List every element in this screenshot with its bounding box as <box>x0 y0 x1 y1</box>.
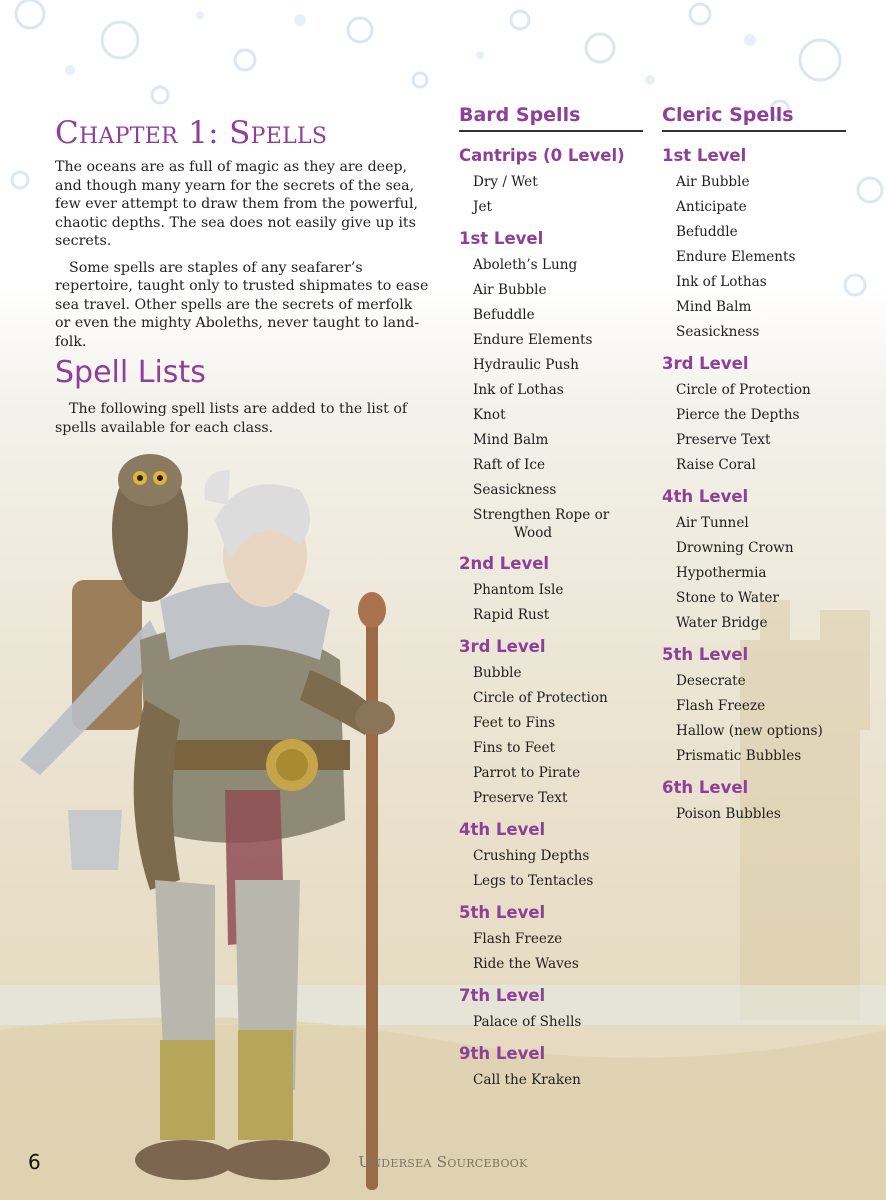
spell-item: Seasickness <box>473 482 557 498</box>
cleric-level-heading: 6th Level <box>662 778 749 797</box>
bard-level-heading: 4th Level <box>459 820 546 839</box>
spell-item: Flash Freeze <box>676 698 766 714</box>
spell-item: Stone to Water <box>676 590 779 606</box>
spell-item: Seasickness <box>676 324 760 340</box>
spell-item: Fins to Feet <box>473 740 556 756</box>
spell-item: Endure Elements <box>676 249 796 265</box>
cleric-level-4-list <box>662 511 846 636</box>
cleric-level-heading: 4th Level <box>662 487 749 506</box>
spell-item: Jet <box>473 199 492 215</box>
spell-item: Endure Elements <box>473 332 593 348</box>
spell-item: Poison Bubbles <box>676 806 781 822</box>
spell-item: Water Bridge <box>676 615 768 631</box>
spell-item: Preserve Text <box>473 790 568 806</box>
spell-item: Prismatic Bubbles <box>676 748 802 764</box>
bard-level-heading: 5th Level <box>459 903 546 922</box>
spell-item: Strengthen Rope or Wood <box>473 507 610 541</box>
bard-level-9-list <box>459 1068 643 1093</box>
bard-spells-header: Bard Spells <box>459 104 643 132</box>
spell-item: Air Tunnel <box>676 515 749 531</box>
spell-item: Aboleth’s Lung <box>473 257 578 273</box>
bard-level-heading: 1st Level <box>459 229 544 248</box>
spell-item: Befuddle <box>473 307 535 323</box>
bard-level-3-list <box>459 661 643 811</box>
bard-level-7-list <box>459 1010 643 1035</box>
bard-level-heading: 3rd Level <box>459 637 546 656</box>
spell-item: Befuddle <box>676 224 738 240</box>
spell-item: Raise Coral <box>676 457 756 473</box>
bard-level-heading: 9th Level <box>459 1044 546 1063</box>
spell-item: Hallow (new options) <box>676 723 823 739</box>
cleric-level-1-list <box>662 170 846 345</box>
cleric-level-5-list <box>662 669 846 769</box>
section-title: Spell Lists <box>55 355 206 390</box>
spell-item: Parrot to Pirate <box>473 765 581 781</box>
chapter-intro <box>55 158 430 359</box>
spell-item: Air Bubble <box>676 174 750 190</box>
cleric-level-3-list <box>662 378 846 478</box>
spell-item: Crushing Depths <box>473 848 590 864</box>
spell-item: Air Bubble <box>473 282 547 298</box>
spell-item: Ride the Waves <box>473 956 579 972</box>
spell-item: Bubble <box>473 665 522 681</box>
intro-paragraph-1: The oceans are as full of magic as they are deep, and though many yearn for the secrets of the sea, few ever attempt to draw them from the powerful, chaotic depths. The sea does not easily give up its secrets. <box>55 159 418 249</box>
spell-item: Phantom Isle <box>473 582 564 598</box>
bard-level-heading: 7th Level <box>459 986 546 1005</box>
bard-level-1-list <box>459 253 643 545</box>
bard-level-2-list <box>459 578 643 628</box>
bard-level-4-list <box>459 844 643 894</box>
spell-item: Palace of Shells <box>473 1014 582 1030</box>
chapter-title: Chapter 1: Spells <box>55 115 328 151</box>
spell-item: Circle of Protection <box>473 690 608 706</box>
cleric-level-6-list <box>662 802 846 827</box>
spell-item: Anticipate <box>676 199 747 215</box>
spell-item: Flash Freeze <box>473 931 563 947</box>
spell-item: Preserve Text <box>676 432 771 448</box>
bard-level-heading: Cantrips (0 Level) <box>459 146 625 165</box>
book-title-footer: Undersea Sourcebook <box>358 1153 528 1171</box>
spell-item: Mind Balm <box>473 432 549 448</box>
bard-cantrip-list <box>459 170 643 220</box>
cleric-level-heading: 1st Level <box>662 146 747 165</box>
spell-item: Rapid Rust <box>473 607 550 623</box>
cleric-spell-list <box>662 104 846 836</box>
spell-item: Drowning Crown <box>676 540 794 556</box>
spell-item: Ink of Lothas <box>473 382 564 398</box>
section-body <box>55 400 430 437</box>
bard-level-5-list <box>459 927 643 977</box>
spell-item: Knot <box>473 407 506 423</box>
spell-item: Hypothermia <box>676 565 767 581</box>
bard-spell-list <box>459 104 643 1102</box>
intro-paragraph-2: Some spells are staples of any seafarer’s repertoire, taught only to trusted shipmates to ease sea travel. Other spells are the secrets of merfolk or even the mighty Aboleths, never taught to land-folk. <box>55 259 429 350</box>
spell-item: Raft of Ice <box>473 457 546 473</box>
spell-item: Circle of Protection <box>676 382 811 398</box>
spell-item: Desecrate <box>676 673 746 689</box>
bard-level-heading: 2nd Level <box>459 554 550 573</box>
page-number: 6 <box>28 1150 41 1174</box>
spell-item: Feet to Fins <box>473 715 556 731</box>
spell-item: Ink of Lothas <box>676 274 767 290</box>
cleric-spells-header: Cleric Spells <box>662 104 846 132</box>
spell-item: Pierce the Depths <box>676 407 800 423</box>
spell-item: Call the Kraken <box>473 1072 581 1088</box>
section-paragraph: The following spell lists are added to the list of spells available for each class. <box>55 401 408 436</box>
spell-item: Dry / Wet <box>473 174 538 190</box>
spell-item: Mind Balm <box>676 299 752 315</box>
cleric-level-heading: 5th Level <box>662 645 749 664</box>
spell-item: Legs to Tentacles <box>473 873 594 889</box>
spell-item: Hydraulic Push <box>473 357 579 373</box>
cleric-level-heading: 3rd Level <box>662 354 749 373</box>
